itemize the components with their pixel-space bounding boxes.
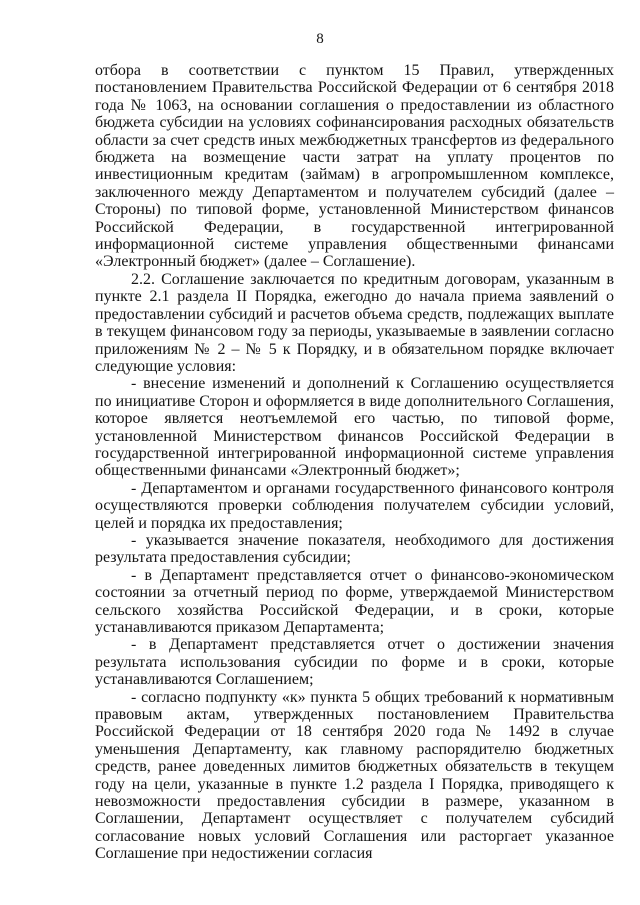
paragraph-2-2-agreement: 2.2. Соглашение заключается по кредитным договорам, указанным в пункте 2.1 раздела II Порядка, ежегодно до начала приема заявлений о предоставлении субсидий и расчетов объема средств, подлежащих выплате в текущем финансовом году за периоды, указываемые в заявлении согласно приложениям № 2 – № 5 к Порядку, и в обязательном порядке включает следующие условия:	[95, 270, 614, 375]
condition-financial-report: - в Департамент представляется отчет о финансово-экономическом состоянии за отчетный период по форме, утверждаемой Министерством сельского хозяйства Российской Федерации, и в сроки, которые устанавливаются приказом Департамента;	[95, 566, 614, 636]
condition-indicator: - указывается значение показателя, необходимого для достижения результата предоставления субсидии;	[95, 531, 614, 567]
condition-amendments: - внесение изменений и дополнений к Соглашению осуществляется по инициативе Сторон и оформляется в виде дополнительного Соглашения, которое является неотъемлемой его частью, по типовой форме, установленной Министерством финансов Российской Федерации в государственной интегрированной информационной системе управления общественными финансами «Электронный бюджет»;	[95, 375, 614, 480]
paragraph-selection-basis: отбора в соответствии с пунктом 15 Правил, утвержденных постановлением Правительства Российской Федерации от 6 сентября 2018 года № 1063, на основании соглашения о предоставлении из областного бюджета субсидии на условиях софинансирования расходных обязательств области за счет средств иных межбюджетных трансфертов из федерального бюджета на возмещение части затрат на уплату процентов по инвестиционным кредитам (займам) в агропромышленном комплексе, заключенного между Департаментом и получателем субсидий (далее – Стороны) по типовой форме, установленной Министерством финансов Российской Федерации, в государственной интегрированной информационной системе управления общественными финансами «Электронный бюджет» (далее – Соглашение).	[95, 62, 614, 271]
page-number: 8	[316, 31, 324, 47]
document-body	[95, 62, 614, 863]
condition-result-report: - в Департамент представляется отчет о достижении значения результата использования субсидии по форме и в сроки, которые устанавливаются Соглашением;	[95, 636, 614, 689]
condition-limit-reduction: - согласно подпункту «к» пункта 5 общих требований к нормативным правовым актам, утвержденных постановлением Правительства Российской Федерации от 18 сентября 2020 года № 1492 в случае уменьшения Департаменту, как главному распорядителю бюджетных средств, ранее доведенных лимитов бюджетных обязательств в текущем году на цели, указанные в пункте 1.2 раздела I Порядка, приводящего к невозможности предоставления субсидии в размере, указанном в Соглашении, Департамент осуществляет с получателем субсидий согласование новых условий Соглашения или расторгает указанное Соглашение при недостижении согласия	[95, 688, 614, 863]
condition-audits: - Департаментом и органами государственного финансового контроля осуществляются проверки соблюдения получателем субсидии условий, целей и порядка их предоставления;	[95, 479, 614, 532]
